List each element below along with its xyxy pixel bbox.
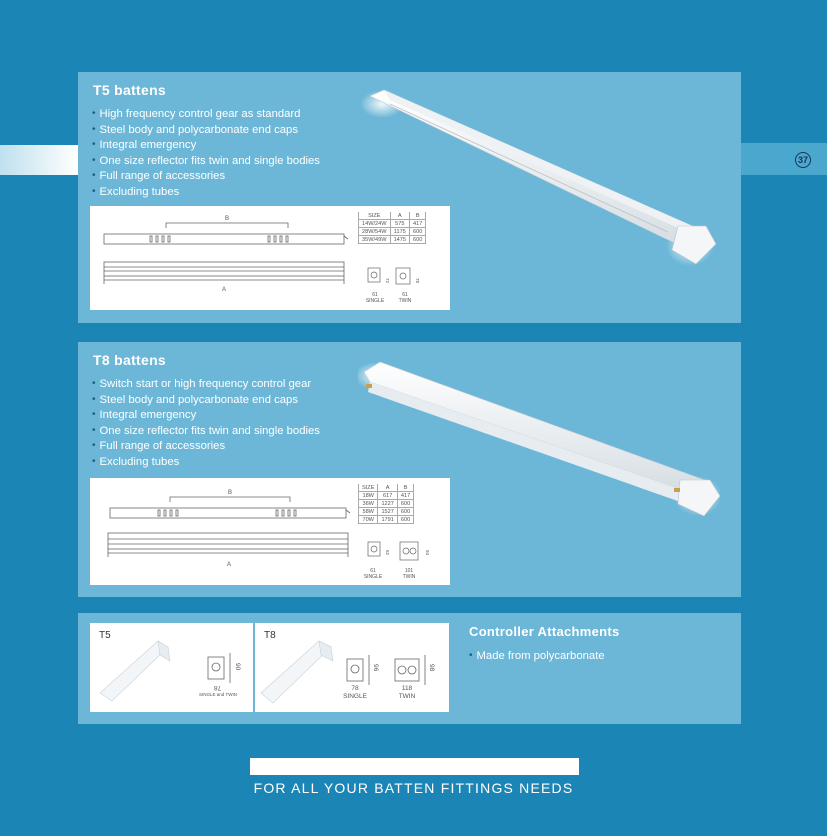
list-item: • Full range of accessories: [92, 169, 320, 185]
t8-cap-single-height: 62: [385, 550, 390, 556]
table-cell: 617: [378, 492, 397, 500]
t8-attachment-single-label: SINGLE: [343, 693, 367, 700]
t8-attachment-twin: [391, 685, 423, 701]
list-item: • Made from polycarbonate: [469, 649, 605, 665]
t5-battens-panel: [78, 72, 741, 323]
t5-attachment-height: 90: [234, 663, 241, 671]
table-cell: 600: [410, 228, 426, 236]
table-cell: 58W: [359, 508, 378, 516]
table-header: B: [410, 212, 426, 220]
table-header: A: [378, 484, 397, 492]
t8-attachment-single-height: 96: [372, 664, 379, 672]
page-number: 37: [795, 152, 811, 168]
table-cell: 1227: [378, 500, 397, 508]
t8-title: T8 battens: [93, 352, 167, 368]
t8-cap-single: [360, 568, 386, 580]
t5-attachment-label: T5: [99, 630, 111, 641]
table-cell: 36W: [359, 500, 378, 508]
t5-cap-single-label: SINGLE: [365, 298, 385, 304]
t5-cap-single-width: 61: [372, 292, 378, 298]
t5-cap-single: [362, 292, 388, 304]
t8-attachment-single-width: 78: [351, 685, 359, 692]
list-item: • High frequency control gear as standard: [92, 107, 320, 123]
list-item: • Switch start or high frequency control gear: [92, 377, 320, 393]
table-cell: 1175: [390, 228, 409, 236]
list-item: • Full range of accessories: [92, 439, 320, 455]
t8-attachment-twin-height: 98: [428, 664, 435, 672]
controller-attachments-title: Controller Attachments: [469, 624, 620, 639]
table-cell: 70W: [359, 516, 378, 524]
t5-attachment-sub: SINGLE and TWIN: [199, 692, 237, 697]
right-tab-accent: [741, 143, 827, 175]
t8-feature-list: [92, 377, 320, 470]
t5-cap-twin-width: 61: [402, 292, 408, 298]
t5-cap-twin-label: TWIN: [398, 298, 412, 304]
list-item: • Excluding tubes: [92, 455, 320, 471]
t8-batten-product-image: [358, 356, 720, 524]
table-header: A: [390, 212, 409, 220]
table-cell: 14W/24W: [359, 220, 391, 228]
controller-attachments-panel: [78, 613, 741, 724]
t8-cap-single-width: 61: [370, 568, 376, 574]
t5-attachment-width: 78: [214, 684, 222, 691]
list-item: • One size reflector fits twin and single bodies: [92, 424, 320, 440]
list-item: • One size reflector fits twin and single bodies: [92, 154, 320, 170]
table-cell: 600: [397, 500, 413, 508]
t8-cap-twin-label: TWIN: [402, 574, 416, 580]
t8-batten-drawing: [90, 478, 352, 585]
table-header: SIZE: [359, 212, 391, 220]
list-item: • Integral emergency: [92, 138, 320, 154]
t8-attachment-twin-width: 118: [401, 685, 413, 692]
t5-attachment-dimension: [188, 683, 248, 699]
t8-cap-twin-height: 94: [425, 550, 430, 556]
t5-dim-a: A: [221, 287, 227, 293]
table-cell: 35W/49W: [359, 236, 391, 244]
table-cell: 18W: [359, 492, 378, 500]
t8-cap-twin: [396, 568, 422, 580]
table-header: B: [397, 484, 413, 492]
table-cell: 600: [397, 508, 413, 516]
controller-attachments-list: [469, 649, 605, 665]
t8-attachment-single: [339, 685, 371, 701]
footer-bar: [250, 758, 579, 775]
table-cell: 1791: [378, 516, 397, 524]
table-header: SIZE: [359, 484, 378, 492]
table-cell: 600: [397, 516, 413, 524]
list-item: • Steel body and polycarbonate end caps: [92, 123, 320, 139]
table-cell: 417: [397, 492, 413, 500]
t5-cap-twin: [392, 292, 418, 304]
t8-attachment-box: [255, 623, 449, 712]
t8-attachment-twin-label: TWIN: [398, 693, 416, 700]
table-cell: 575: [390, 220, 409, 228]
list-item: • Steel body and polycarbonate end caps: [92, 393, 320, 409]
table-cell: 600: [410, 236, 426, 244]
t8-battens-panel: [78, 342, 741, 597]
t8-dim-b: B: [227, 490, 233, 496]
t5-batten-drawing: [90, 206, 350, 310]
t8-attachment-label: T8: [264, 630, 276, 641]
table-cell: 1527: [378, 508, 397, 516]
t5-dim-b: B: [224, 216, 230, 222]
table-cell: 1475: [390, 236, 409, 244]
list-item: • Integral emergency: [92, 408, 320, 424]
t8-cap-twin-width: 101: [404, 568, 414, 574]
t5-cap-twin-height: 78: [415, 278, 420, 284]
footer-tagline: FOR ALL YOUR BATTEN FITTINGS NEEDS: [253, 780, 574, 796]
t8-cap-single-label: SINGLE: [363, 574, 383, 580]
table-cell: 28W/54W: [359, 228, 391, 236]
t5-cap-single-height: 72: [385, 278, 390, 284]
t5-title: T5 battens: [93, 82, 167, 98]
t8-end-cap-drawings: [362, 538, 446, 566]
t8-dim-a: A: [226, 562, 232, 568]
t5-feature-list: [92, 107, 320, 200]
list-item: • Excluding tubes: [92, 185, 320, 201]
t5-batten-product-image: [360, 86, 720, 268]
t5-attachment-box: [90, 623, 253, 712]
left-tab-accent: [0, 145, 78, 175]
table-cell: 417: [410, 220, 426, 228]
